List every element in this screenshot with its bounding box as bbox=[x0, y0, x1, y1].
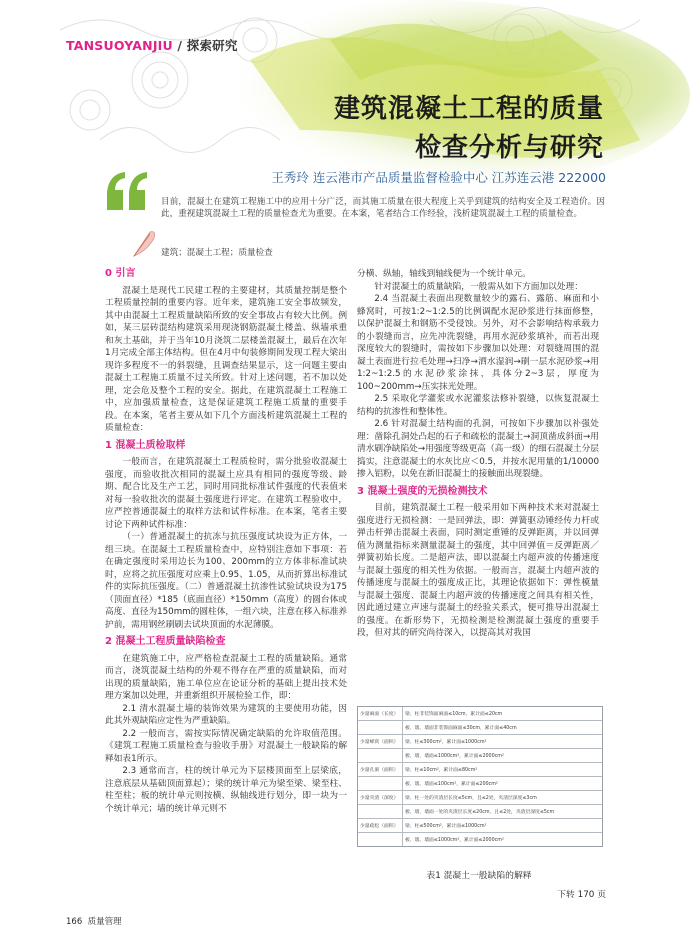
paragraph: 混凝土是现代工民建工程的主要建材，其质量控制是整个工程质量控制的重要内容。近年来，建筑施工安全事故频发，其中由混凝土工程质量缺陷所致的安全事故占有较大比例。例如，某三层砖混结构建筑采用现浇钢筋混凝土楼盖、纵墙承重和灰土基础，并于当年10月浇筑二层楼盖混凝土，最后在次年1月完成全部主体结构。但在4月中旬装修期间发现工程大梁出现许多程度不一的斜裂缝，且调查结果显示，这一问题主要由混凝土工程施工质量不过关所致。针对上述问题，若不加以处理，定会危及整个工程的安全。据此，在建筑混凝土工程施工中，应加强质量检查，这是保证建筑工程施工质量的重要手段。在本案，笔者主要从如下几个方面浅析建筑混凝土工程的质量检查： bbox=[105, 285, 347, 433]
table-value-cell: 板、墙，墙面≤100cm²，累计面≤200cm² bbox=[403, 777, 603, 791]
table-value-cell: 梁、柱非装饰面麻面≤10cm，累计面≤20cm bbox=[403, 707, 603, 721]
table-value-cell: 板、墙，墙面非装饰面麻面≤30cm，累计面≤40cm bbox=[403, 721, 603, 735]
page-footer bbox=[66, 915, 122, 927]
table-row bbox=[358, 735, 602, 749]
table-category-cell: 少量蜂窝（面积） bbox=[358, 735, 403, 749]
table-category-cell bbox=[358, 749, 403, 763]
table-category-cell: 少量孔洞（面积） bbox=[358, 763, 403, 777]
page-number: 166 bbox=[66, 917, 83, 927]
continued-note: 下转 170 页 bbox=[557, 890, 606, 900]
table-value-cell: 梁、柱≤300cm²，累计面≤1000cm² bbox=[403, 735, 603, 749]
article-title-line2: 检查分析与研究 bbox=[414, 133, 604, 163]
table-category-cell: 少量夹渣（深度） bbox=[358, 791, 403, 805]
paragraph: 一般而言，在建筑混凝土工程质检时，需分批验收混凝土强度，而验收批次相同的混凝土应具有相同的强度等级、龄期、配合比及生产工艺，同时用同批标准试件强度的代表值来对每一验收批次的混凝土强度进行评定。在建筑工程验收中，应严控普通混凝土的取样方法和试件标准。在本案，笔者主要讨论下两种试件标准： bbox=[105, 457, 347, 530]
table-row bbox=[358, 721, 602, 735]
abstract: 目前，混凝土在建筑工程施工中的应用十分广泛，而其施工质量在很大程度上关乎到建筑的结构安全及工程造价。因此，重视建筑混凝土工程的质量检查尤为重要。在本案，笔者结合工作经验，浅析建筑混凝土工程的质量检查。 bbox=[161, 197, 605, 220]
table-value-cell: 板、墙，墙面一处的夹渣层长度≤20cm，且≤2处，夹渣层深度≤5cm bbox=[403, 805, 603, 819]
table-category-cell bbox=[358, 805, 403, 819]
paragraph: 针对混凝土的质量缺陷，一般需从如下方面加以处理： bbox=[374, 281, 583, 292]
section-tag-en: TANSUOYANJIU bbox=[66, 38, 173, 53]
paragraph: 2.2 一般而言，需按实际情况确定缺陷的允许取值范围。《建筑工程施工质量检查与验收手册》对混凝土一般缺陷的解释如表1所示。 bbox=[105, 728, 347, 764]
feather-icon bbox=[130, 228, 156, 258]
table-category-cell: 少量麻面（长度） bbox=[358, 707, 403, 721]
section-heading: 1 混凝土质检取样 bbox=[105, 439, 186, 451]
paragraph: 目前，建筑混凝土工程一般采用如下两种技术来对混凝土强度进行无损检测：一是回弹法，即：弹簧驱动锤经传力杆或弹击杆弹击混凝土表面，同时测定重锤的反弹距离，并以回弹值为测量指标来测量混凝土的强度，其中回弹值＝反弹距离／弹簧初始长度。二是超声法，即以混凝土内超声波的传播速度与混凝土强度的相关性为依据。一般而言，混凝土内超声波的传播速度与混凝土的强度成正比，其理论依据如下：弹性模量与混凝土强度、混凝土内超声波的传播速度之间具有相关性，因此通过建立声速与混凝土的经验关系式，便可推导出混凝土的强度。在新形势下，无损检测是检测混凝土强度的重要手段，但对其的研究尚待深入，以提高其对我国 bbox=[357, 503, 599, 638]
section-tag-separator: / bbox=[172, 38, 187, 53]
table-value-cell: 梁、柱≤500cm²，累计面≤1000cm² bbox=[403, 819, 603, 833]
section-heading: 0 引言 bbox=[105, 268, 136, 279]
paragraph: 2.1 清水混凝土墙的装饰效果为建筑的主要使用功能，因此其外观缺陷应定性为严重缺陷。 bbox=[105, 703, 347, 726]
table-row bbox=[358, 833, 602, 847]
table-category-cell bbox=[358, 721, 403, 735]
keywords: 建筑；混凝土工程；质量检查 bbox=[161, 248, 273, 258]
table-value-cell: 板、墙，墙面≤1000cm²，累计面≤2000cm² bbox=[405, 838, 504, 843]
table-category-cell bbox=[358, 833, 403, 847]
table-caption: 表1 混凝土一般缺陷的解释 bbox=[426, 871, 532, 881]
journal-name: 质量管理 bbox=[87, 917, 122, 927]
paragraph: 分横、纵轴，轴线到轴线便为一个统计单元。 bbox=[357, 269, 531, 279]
paragraph: （一）普通混凝土的抗冻与抗压强度试块设为正方体，一组三块。在混凝土工程质量检查中，应特别注意如下事项：若在确定强度时采用边长为100、200mm的立方体非标准试块时，应将之抗压强度对应乘上0.95、1.05，从而折算出标准试件的实际抗压强度。（二）普通混凝土抗渗性试验试块设为175（顶面直径）*185（底面直径）*150mm（高度）的圆台体或高度、直径为150mm的圆柱体，一组六块，注意在移入标准养护前，需用钢丝刷刷去试块顶面的水泥薄膜。 bbox=[105, 532, 348, 630]
left-column bbox=[105, 268, 347, 815]
table-row bbox=[358, 819, 602, 833]
section-tag bbox=[66, 36, 238, 54]
paragraph: 2.4 当混凝土表面出现数量较少的露石、露筋、麻面和小蜂窝时，可按1:2~1:2.5的比例调配水泥砂浆进行抹面修整，以保护混凝土和钢筋不受侵蚀。另外，对不会影响结构承载力的小裂缝而言，应先冲洗裂缝，再用水泥砂浆填补，而若出现深度较大的裂缝时，需按如下步骤加以处理：对裂缝周围的混凝土表面进行拉毛处理→扫净→洒水湿润→刷一层水泥砂浆→用1:2~1:2.5的水泥砂浆涂抹，具体分2~3层，厚度为100~200mm→压实抹光处理。 bbox=[357, 294, 599, 392]
right-column bbox=[357, 268, 599, 640]
table-row bbox=[358, 749, 602, 763]
paragraph: 2.6 针对混凝土结构面的孔洞，可按如下步骤加以补强处理：凿除孔洞处凸起的石子和疏松的混凝土→洞顶凿成斜面→用清水刷净缺陷处→用强度等级更高（高一级）的细石混凝土分层捣实，注意混凝土的水灰比应＜0.5，并按水泥用量的1/10000掺入铝粉，以免在新旧混凝土的接触面出现裂缝。 bbox=[357, 419, 599, 479]
section-heading: 3 混凝土强度的无损检测技术 bbox=[357, 485, 488, 497]
table-row bbox=[358, 707, 602, 721]
table-value-cell: 板、墙，墙面≤1000cm²，累计面≤2000cm² bbox=[403, 749, 603, 763]
table-row bbox=[358, 763, 602, 777]
article-title-line1: 建筑混凝土工程的质量 bbox=[333, 94, 604, 124]
table-row bbox=[358, 777, 602, 791]
table-row bbox=[358, 791, 602, 805]
table-category-cell: 少量疏松（面积） bbox=[358, 819, 403, 833]
table-row bbox=[358, 805, 602, 819]
section-heading: 2 混凝土工程质量缺陷检查 bbox=[105, 636, 226, 647]
table-value-cell: 梁、柱≤10cm²，累计面≤80cm² bbox=[403, 763, 603, 777]
section-tag-cn: 探索研究 bbox=[186, 38, 238, 53]
author-line: 王秀玲 连云港市产品质量监督检验中心 江苏连云港 222000 bbox=[271, 170, 606, 185]
quote-mark-icon bbox=[103, 170, 149, 230]
paragraph: 2.3 通常而言，柱的统计单元为下层楼顶面至上层梁底，注意底层从基础顶面算起）；梁的统计单元为梁至梁、梁至柱、柱至柱；板的统计单元则按横、纵轴线进行划分，即一块为一个统计单元；墙的统计单元则不 bbox=[105, 766, 347, 814]
table-value-cell: 梁、柱一处的夹渣层长度≤5cm，且≤2处，夹渣层深度≤3cm bbox=[403, 791, 603, 805]
table-category-cell bbox=[358, 777, 403, 791]
paragraph: 2.5 采取化学灌浆或水泥灌浆法修补裂缝，以恢复混凝土结构的抗渗性和整体性。 bbox=[357, 394, 599, 417]
defect-table bbox=[357, 706, 603, 847]
paragraph: 在建筑施工中，应严格检查混凝土工程的质量缺陷。通常而言，浇筑混凝土结构的外观不得存在严重的质量缺陷，而对出现的质量缺陷，施工单位应在论证分析的基础上提出技术处理方案加以处理，并重新组织开展检验工作，即： bbox=[105, 653, 347, 701]
